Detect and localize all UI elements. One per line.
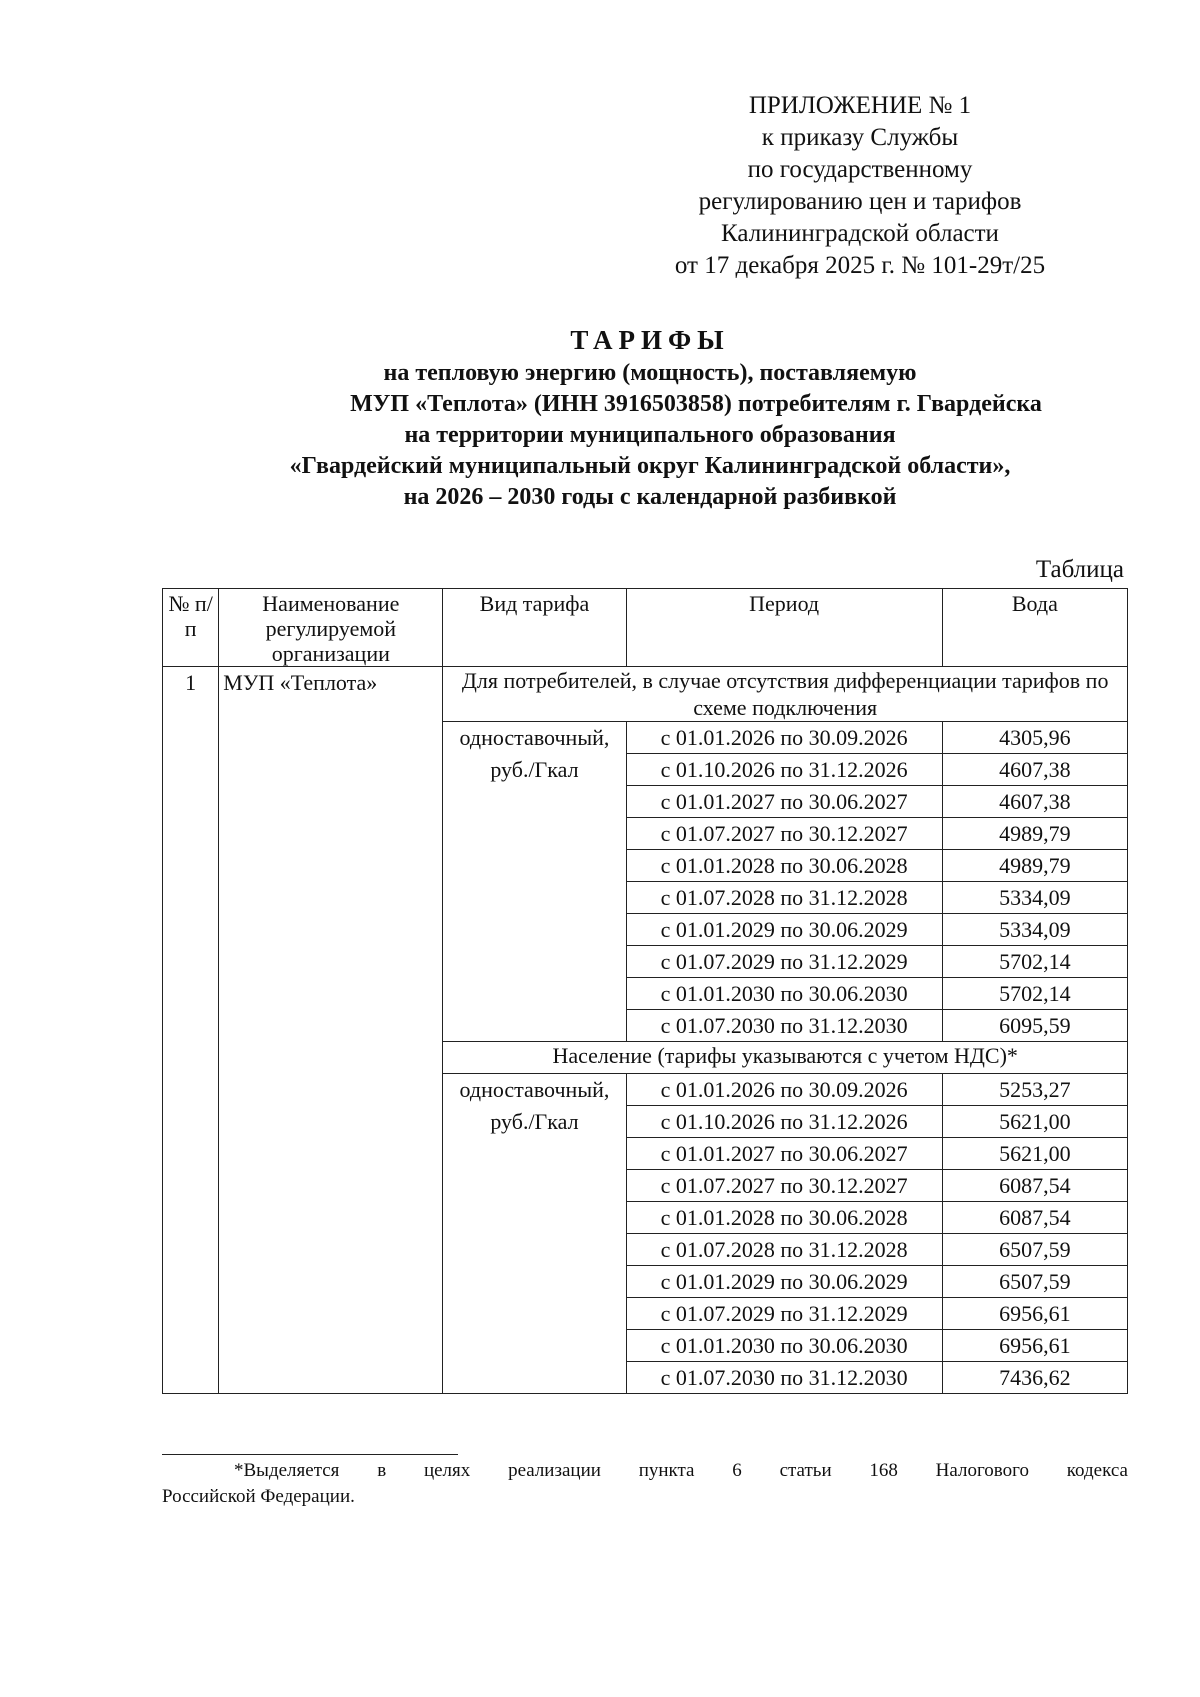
footnote-word: в (377, 1460, 387, 1481)
value-cell: 6087,54 (942, 1170, 1127, 1202)
value-cell: 5253,27 (942, 1074, 1127, 1106)
value-cell: 5334,09 (942, 914, 1127, 946)
value-cell: 6087,54 (942, 1202, 1127, 1234)
tariff-type: одноставочный, руб./Гкал (443, 722, 626, 1042)
value-cell: 5702,14 (942, 946, 1127, 978)
period-cell: с 01.01.2029 по 30.06.2029 (626, 914, 942, 946)
footnote-word: *Выделяется (234, 1460, 340, 1481)
period-cell: с 01.07.2029 по 31.12.2029 (626, 1298, 942, 1330)
value-cell: 5334,09 (942, 882, 1127, 914)
annex-line: ПРИЛОЖЕНИЕ № 1 (748, 92, 972, 119)
period-cell: с 01.10.2026 по 31.12.2026 (626, 1106, 942, 1138)
annex-line: Калининградской области (721, 220, 999, 247)
footnote-word: 6 (732, 1460, 742, 1481)
header-num: № п/п (163, 589, 219, 667)
footnote-word: реализации (508, 1460, 601, 1481)
footnote-word: статьи (779, 1460, 832, 1481)
value-cell: 6507,59 (942, 1266, 1127, 1298)
footnote-word: 168 (869, 1460, 898, 1481)
value-cell: 4607,38 (942, 786, 1127, 818)
period-cell: с 01.01.2026 по 30.09.2026 (626, 722, 942, 754)
footnote-word: кодекса (1066, 1460, 1128, 1481)
section-label: Для потребителей, в случае отсутствия дифференциации тарифов по схеме подключения (443, 667, 1128, 722)
title-line: на территории муниципального образования (404, 422, 896, 448)
period-cell: с 01.01.2030 по 30.06.2030 (626, 1330, 942, 1362)
period-cell: с 01.01.2029 по 30.06.2029 (626, 1266, 942, 1298)
annex-line: регулированию цен и тарифов (698, 188, 1022, 215)
header-period: Период (626, 589, 942, 667)
value-cell: 6095,59 (942, 1010, 1127, 1042)
value-cell: 6956,61 (942, 1298, 1127, 1330)
footnote-word: пункта (638, 1460, 695, 1481)
value-cell: 4989,79 (942, 818, 1127, 850)
organization-name: МУП «Теплота» (219, 667, 443, 1394)
period-cell: с 01.07.2028 по 31.12.2028 (626, 1234, 942, 1266)
value-cell: 7436,62 (942, 1362, 1127, 1394)
tariff-type: одноставочный, руб./Гкал (443, 1074, 626, 1394)
period-cell: с 01.01.2028 по 30.06.2028 (626, 1202, 942, 1234)
period-cell: с 01.07.2030 по 31.12.2030 (626, 1010, 942, 1042)
header-org: Наименование регулируемой организации (219, 589, 443, 667)
title-line: МУП «Теплота» (ИНН 3916503858) потребителям г. Гвардейска (350, 391, 1042, 417)
period-cell: с 01.01.2028 по 30.06.2028 (626, 850, 942, 882)
value-cell: 5621,00 (942, 1138, 1127, 1170)
period-cell: с 01.07.2030 по 31.12.2030 (626, 1362, 942, 1394)
row-number: 1 (163, 667, 219, 1394)
period-cell: с 01.07.2028 по 31.12.2028 (626, 882, 942, 914)
section-label: Население (тарифы указываются с учетом НДС)* (443, 1042, 1128, 1074)
value-cell: 4305,96 (942, 722, 1127, 754)
title-line: на 2026 – 2030 годы с календарной разбивкой (403, 484, 897, 510)
value-cell: 5702,14 (942, 978, 1127, 1010)
footnote-separator (162, 1454, 458, 1455)
footnote-word: Налогового (935, 1460, 1029, 1481)
annex-line: к приказу Службы (761, 124, 959, 151)
footnote-line-2: Российской Федерации. (162, 1486, 355, 1507)
period-cell: с 01.01.2026 по 30.09.2026 (626, 1074, 942, 1106)
period-cell: с 01.01.2027 по 30.06.2027 (626, 1138, 942, 1170)
section-row (163, 667, 1128, 722)
footnote (162, 1458, 1128, 1510)
title-heading: ТАРИФЫ (570, 325, 730, 355)
period-cell: с 01.01.2027 по 30.06.2027 (626, 786, 942, 818)
header-value: Вода (942, 589, 1127, 667)
value-cell: 6956,61 (942, 1330, 1127, 1362)
table-header-row (163, 589, 1128, 667)
value-cell: 5621,00 (942, 1106, 1127, 1138)
tariff-table (162, 588, 1128, 1394)
document-title (160, 322, 1140, 513)
table-caption: Таблица (1035, 556, 1124, 583)
annex-line: по государственному (747, 156, 973, 183)
period-cell: с 01.07.2027 по 30.12.2027 (626, 1170, 942, 1202)
period-cell: с 01.01.2030 по 30.06.2030 (626, 978, 942, 1010)
value-cell: 6507,59 (942, 1234, 1127, 1266)
footnote-line-1 (162, 1458, 1128, 1484)
value-cell: 4989,79 (942, 850, 1127, 882)
title-line: «Гвардейский муниципальный округ Калининградской области», (289, 453, 1011, 479)
period-cell: с 01.07.2029 по 31.12.2029 (626, 946, 942, 978)
period-cell: с 01.10.2026 по 31.12.2026 (626, 754, 942, 786)
value-cell: 4607,38 (942, 754, 1127, 786)
period-cell: с 01.07.2027 по 30.12.2027 (626, 818, 942, 850)
annex-block (620, 90, 1100, 282)
footnote-word: целях (423, 1460, 471, 1481)
title-line: на тепловую энергию (мощность), поставляемую (383, 360, 917, 386)
header-type: Вид тарифа (443, 589, 626, 667)
annex-line: от 17 декабря 2025 г. № 101-29т/25 (674, 252, 1046, 279)
